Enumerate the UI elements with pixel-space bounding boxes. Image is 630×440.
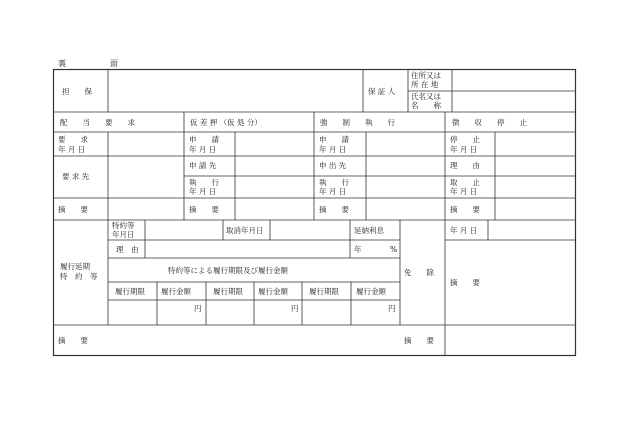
section-compulsory: 強 制 執 行 [320, 118, 395, 127]
col2-apply-date-input[interactable] [237, 134, 312, 154]
extension-col-term-2: 履行期限 [213, 287, 243, 296]
extension-col-amount-2: 履行金額 [258, 287, 288, 296]
col2-apply-label: 申 請 [189, 135, 219, 144]
guarantor-label: 保 証 人 [368, 87, 396, 96]
col4-summary-label: 摘 要 [450, 205, 480, 214]
security-input[interactable] [110, 72, 360, 110]
col4-reason-input[interactable] [497, 158, 573, 174]
col2-exec-date-input[interactable] [237, 178, 312, 196]
col3-submit-to-input[interactable] [368, 158, 443, 174]
extension-term-input-1[interactable] [110, 302, 155, 323]
extension-reason-label: 理 由 [116, 245, 139, 254]
col3-summary-label: 摘 要 [319, 205, 349, 214]
col1-requester-input[interactable] [110, 158, 182, 196]
extension-delay-interest-label: 延納利息 [354, 226, 384, 235]
col2-summary-label: 摘 要 [189, 205, 219, 214]
guarantor-name-input[interactable] [454, 93, 572, 111]
extension-yen-3: 円 [388, 304, 396, 313]
col4-stop-label: 停 止 [450, 135, 480, 144]
extension-percent-label: % [390, 245, 398, 254]
extension-special-date-input[interactable] [147, 222, 221, 238]
col2-apply-date-label: 年 月 日 [189, 145, 217, 154]
extension-heading: 特約等による履行期限及び履行金額 [168, 266, 288, 275]
extension-amount-input-3[interactable] [353, 302, 387, 323]
col3-exec-date-label: 年 月 日 [319, 187, 347, 196]
exemption-date-label: 年 月 日 [450, 226, 478, 235]
exemption-summary-label: 摘 要 [450, 278, 480, 287]
col3-exec-label: 執 行 [319, 178, 349, 187]
col3-summary-input[interactable] [368, 200, 443, 218]
col4-summary-input[interactable] [497, 200, 573, 218]
section-provisional: 仮 差 押 （仮 処 分） [190, 118, 262, 127]
extension-col-term-1: 履行期限 [115, 287, 145, 296]
bottom-summary-left-label: 摘 要 [58, 336, 88, 345]
extension-yen-2: 円 [291, 304, 299, 313]
security-label: 担 保 [62, 87, 92, 96]
extension-col-term-3: 履行期限 [309, 287, 339, 296]
extension-special-label: 特約等 [112, 221, 135, 230]
exemption-title: 免 除 [404, 268, 434, 277]
guarantor-address-input[interactable] [454, 72, 572, 90]
col4-stop-date-label: 年 月 日 [450, 145, 478, 154]
section-distribution: 配 当 要 求 [60, 118, 135, 127]
col1-req-date-input[interactable] [110, 134, 182, 154]
col3-apply-date-input[interactable] [368, 134, 443, 154]
address-label-1: 住所又は [411, 71, 441, 80]
extension-col-amount-3: 履行金額 [356, 287, 386, 296]
extension-term-input-3[interactable] [304, 302, 349, 323]
col2-exec-date-label: 年 月 日 [189, 187, 217, 196]
col4-cancel-date-input[interactable] [497, 178, 573, 196]
name-label-1: 氏名又は [411, 92, 441, 101]
extension-yen-1: 円 [194, 304, 202, 313]
col2-apply-to-label: 申 請 先 [189, 161, 217, 170]
extension-special-date-label: 年月日 [112, 230, 135, 239]
extension-cancel-date-input[interactable] [272, 222, 348, 238]
extension-title-1: 履行延期 [60, 262, 90, 271]
extension-title-2: 特 約 等 [60, 272, 98, 281]
extension-col-amount-1: 履行金額 [161, 287, 191, 296]
extension-term-input-2[interactable] [208, 302, 252, 323]
extension-amount-input-2[interactable] [256, 302, 290, 323]
extension-reason-input[interactable] [147, 242, 348, 256]
col3-submit-to-label: 申 出 先 [319, 161, 347, 170]
extension-amount-input-1[interactable] [159, 302, 193, 323]
col4-stop-date-input[interactable] [497, 134, 573, 154]
address-label-2: 所 在 地 [411, 80, 439, 89]
col4-cancel-label: 取 止 [450, 178, 480, 187]
exemption-date-input[interactable] [490, 222, 573, 238]
section-suspension: 徴 収 停 止 [452, 118, 527, 127]
extension-cancel-date-label: 取消年月日 [226, 226, 264, 235]
col1-summary-input[interactable] [110, 200, 182, 218]
col4-cancel-date-label: 年 月 日 [450, 187, 478, 196]
extension-year-label: 年 [354, 245, 362, 254]
col2-exec-label: 執 行 [189, 178, 219, 187]
col1-req-label: 要 求 [58, 135, 88, 144]
col3-apply-label: 申 請 [319, 135, 349, 144]
col1-req-date-label: 年 月 日 [58, 145, 86, 154]
col4-reason-label: 理 由 [450, 161, 480, 170]
bottom-summary-left-input[interactable] [110, 327, 398, 353]
name-label-2: 名 称 [411, 101, 441, 110]
header-right: 面 [110, 59, 118, 68]
header-left: 裏 [58, 59, 66, 68]
col1-requester-label: 要 求 先 [62, 172, 90, 181]
col2-summary-input[interactable] [237, 200, 312, 218]
col3-exec-date-input[interactable] [368, 178, 443, 196]
col1-summary-label: 摘 要 [58, 205, 88, 214]
col3-apply-date-label: 年 月 日 [319, 145, 347, 154]
col2-apply-to-input[interactable] [237, 158, 312, 174]
bottom-summary-right-input[interactable] [447, 327, 573, 353]
bottom-summary-right-label: 摘 要 [404, 336, 434, 345]
exemption-summary-input[interactable] [490, 244, 573, 322]
